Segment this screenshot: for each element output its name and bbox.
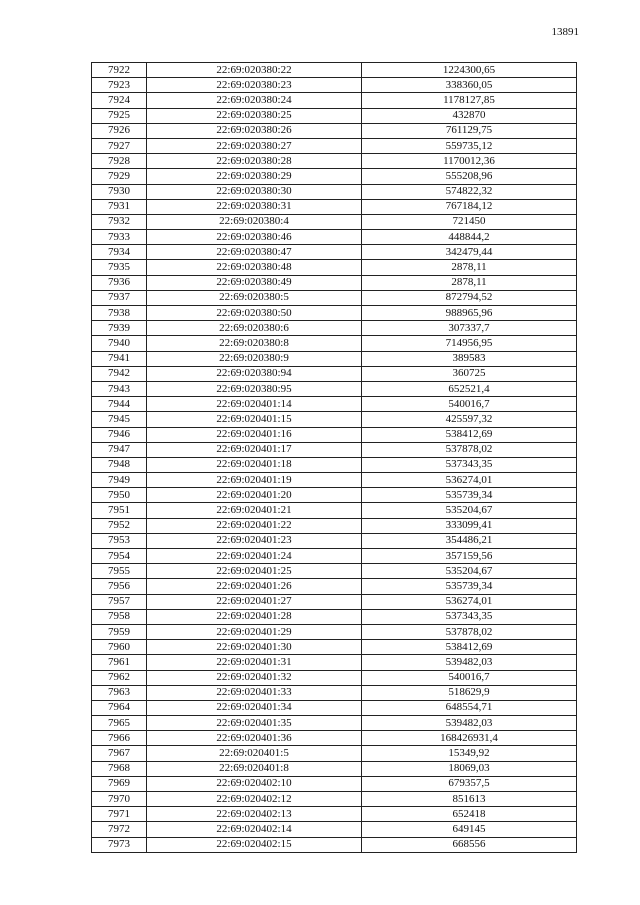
row-number-cell: 7954	[92, 549, 147, 564]
table-row	[92, 427, 577, 442]
row-number-cell: 7936	[92, 275, 147, 290]
cadastral-number-cell: 22:69:020380:25	[147, 108, 362, 123]
cadastral-value-cell: 354486,21	[362, 533, 577, 548]
cadastral-value-cell: 389583	[362, 351, 577, 366]
cadastral-value-cell: 767184,12	[362, 199, 577, 214]
cadastral-number-cell: 22:69:020401:31	[147, 655, 362, 670]
cadastral-value-cell: 761129,75	[362, 123, 577, 138]
cadastral-number-cell: 22:69:020380:50	[147, 306, 362, 321]
table-row	[92, 564, 577, 579]
cadastral-number-cell: 22:69:020401:35	[147, 716, 362, 731]
table-row	[92, 381, 577, 396]
cadastral-number-cell: 22:69:020380:30	[147, 184, 362, 199]
row-number-cell: 7953	[92, 533, 147, 548]
row-number-cell: 7971	[92, 807, 147, 822]
cadastral-value-cell: 668556	[362, 837, 577, 852]
cadastral-value-cell: 307337,7	[362, 321, 577, 336]
table-row	[92, 488, 577, 503]
cadastral-number-cell: 22:69:020380:29	[147, 169, 362, 184]
table-row	[92, 837, 577, 852]
row-number-cell: 7939	[92, 321, 147, 336]
cadastral-number-cell: 22:69:020380:24	[147, 93, 362, 108]
table-row	[92, 169, 577, 184]
cadastral-number-cell: 22:69:020401:17	[147, 442, 362, 457]
row-number-cell: 7944	[92, 397, 147, 412]
cadastral-number-cell: 22:69:020401:26	[147, 579, 362, 594]
cadastral-value-cell: 535739,34	[362, 488, 577, 503]
cadastral-value-cell: 357159,56	[362, 549, 577, 564]
row-number-cell: 7952	[92, 518, 147, 533]
table-row	[92, 761, 577, 776]
row-number-cell: 7938	[92, 306, 147, 321]
table-row	[92, 533, 577, 548]
table-row	[92, 685, 577, 700]
row-number-cell: 7966	[92, 731, 147, 746]
cadastral-number-cell: 22:69:020401:33	[147, 685, 362, 700]
table-row	[92, 123, 577, 138]
cadastral-number-cell: 22:69:020401:21	[147, 503, 362, 518]
cadastral-value-cell: 988965,96	[362, 306, 577, 321]
cadastral-value-cell: 2878,11	[362, 275, 577, 290]
table-row	[92, 336, 577, 351]
table-row	[92, 412, 577, 427]
table-row	[92, 290, 577, 305]
cadastral-number-cell: 22:69:020401:30	[147, 640, 362, 655]
cadastral-value-cell: 425597,32	[362, 412, 577, 427]
table-row	[92, 245, 577, 260]
cadastral-value-cell: 540016,7	[362, 670, 577, 685]
row-number-cell: 7959	[92, 624, 147, 639]
table-row	[92, 397, 577, 412]
table-row	[92, 807, 577, 822]
row-number-cell: 7964	[92, 700, 147, 715]
row-number-cell: 7968	[92, 761, 147, 776]
cadastral-value-cell: 333099,41	[362, 518, 577, 533]
table-row	[92, 549, 577, 564]
row-number-cell: 7935	[92, 260, 147, 275]
cadastral-value-cell: 15349,92	[362, 746, 577, 761]
cadastral-value-cell: 536274,01	[362, 473, 577, 488]
row-number-cell: 7965	[92, 716, 147, 731]
cadastral-number-cell: 22:69:020401:8	[147, 761, 362, 776]
row-number-cell: 7930	[92, 184, 147, 199]
row-number-cell: 7942	[92, 366, 147, 381]
table-body	[92, 63, 577, 853]
table-row	[92, 108, 577, 123]
table-row	[92, 230, 577, 245]
cadastral-value-cell: 714956,95	[362, 336, 577, 351]
cadastral-number-cell: 22:69:020380:46	[147, 230, 362, 245]
cadastral-number-cell: 22:69:020401:20	[147, 488, 362, 503]
row-number-cell: 7956	[92, 579, 147, 594]
cadastral-value-cell: 721450	[362, 214, 577, 229]
table-row	[92, 93, 577, 108]
cadastral-value-cell: 535739,34	[362, 579, 577, 594]
row-number-cell: 7934	[92, 245, 147, 260]
cadastral-value-cell: 1178127,85	[362, 93, 577, 108]
cadastral-number-cell: 22:69:020380:49	[147, 275, 362, 290]
row-number-cell: 7928	[92, 154, 147, 169]
cadastral-value-cell: 537343,35	[362, 609, 577, 624]
page-number: 13891	[551, 26, 579, 38]
row-number-cell: 7932	[92, 214, 147, 229]
cadastral-number-cell: 22:69:020401:28	[147, 609, 362, 624]
table-row	[92, 700, 577, 715]
cadastral-value-cell: 648554,71	[362, 700, 577, 715]
cadastral-value-cell: 342479,44	[362, 245, 577, 260]
table-row	[92, 655, 577, 670]
cadastral-number-cell: 22:69:020380:23	[147, 78, 362, 93]
cadastral-number-cell: 22:69:020401:22	[147, 518, 362, 533]
row-number-cell: 7933	[92, 230, 147, 245]
row-number-cell: 7937	[92, 290, 147, 305]
row-number-cell: 7929	[92, 169, 147, 184]
cadastral-value-cell: 872794,52	[362, 290, 577, 305]
table-row	[92, 260, 577, 275]
table-row	[92, 594, 577, 609]
row-number-cell: 7972	[92, 822, 147, 837]
cadastral-value-cell: 540016,7	[362, 397, 577, 412]
table-row	[92, 154, 577, 169]
row-number-cell: 7946	[92, 427, 147, 442]
cadastral-value-cell: 652418	[362, 807, 577, 822]
cadastral-number-cell: 22:69:020402:10	[147, 776, 362, 791]
cadastral-number-cell: 22:69:020401:23	[147, 533, 362, 548]
cadastral-number-cell: 22:69:020380:31	[147, 199, 362, 214]
table-row	[92, 609, 577, 624]
table-row	[92, 138, 577, 153]
table-row	[92, 275, 577, 290]
row-number-cell: 7957	[92, 594, 147, 609]
cadastral-number-cell: 22:69:020401:24	[147, 549, 362, 564]
table-row	[92, 518, 577, 533]
cadastral-number-cell: 22:69:020380:27	[147, 138, 362, 153]
cadastral-value-cell: 338360,05	[362, 78, 577, 93]
row-number-cell: 7947	[92, 442, 147, 457]
table-row	[92, 214, 577, 229]
cadastral-number-cell: 22:69:020401:32	[147, 670, 362, 685]
cadastral-value-cell: 518629,9	[362, 685, 577, 700]
table-row	[92, 716, 577, 731]
table-row	[92, 503, 577, 518]
cadastral-number-cell: 22:69:020380:8	[147, 336, 362, 351]
row-number-cell: 7924	[92, 93, 147, 108]
cadastral-value-cell: 537878,02	[362, 442, 577, 457]
table-row	[92, 776, 577, 791]
cadastral-value-cell: 539482,03	[362, 655, 577, 670]
row-number-cell: 7961	[92, 655, 147, 670]
table-row	[92, 351, 577, 366]
table-row	[92, 624, 577, 639]
cadastral-value-cell: 652521,4	[362, 381, 577, 396]
cadastral-number-cell: 22:69:020401:18	[147, 457, 362, 472]
cadastral-value-cell: 851613	[362, 792, 577, 807]
row-number-cell: 7967	[92, 746, 147, 761]
cadastral-number-cell: 22:69:020402:14	[147, 822, 362, 837]
row-number-cell: 7973	[92, 837, 147, 852]
table-row	[92, 321, 577, 336]
cadastral-number-cell: 22:69:020380:48	[147, 260, 362, 275]
cadastral-number-cell: 22:69:020401:25	[147, 564, 362, 579]
table-row	[92, 442, 577, 457]
row-number-cell: 7949	[92, 473, 147, 488]
cadastral-number-cell: 22:69:020401:36	[147, 731, 362, 746]
cadastral-value-cell: 537343,35	[362, 457, 577, 472]
row-number-cell: 7969	[92, 776, 147, 791]
table-row	[92, 640, 577, 655]
row-number-cell: 7925	[92, 108, 147, 123]
table-row	[92, 184, 577, 199]
row-number-cell: 7962	[92, 670, 147, 685]
row-number-cell: 7927	[92, 138, 147, 153]
cadastral-number-cell: 22:69:020380:47	[147, 245, 362, 260]
cadastral-number-cell: 22:69:020401:14	[147, 397, 362, 412]
cadastral-number-cell: 22:69:020380:9	[147, 351, 362, 366]
table-row	[92, 579, 577, 594]
cadastral-value-cell: 18069,03	[362, 761, 577, 776]
cadastral-number-cell: 22:69:020380:6	[147, 321, 362, 336]
row-number-cell: 7948	[92, 457, 147, 472]
table-row	[92, 78, 577, 93]
row-number-cell: 7955	[92, 564, 147, 579]
row-number-cell: 7931	[92, 199, 147, 214]
table-row	[92, 731, 577, 746]
cadastral-value-cell: 432870	[362, 108, 577, 123]
table-row	[92, 366, 577, 381]
table-row	[92, 457, 577, 472]
cadastral-value-cell: 1170012,36	[362, 154, 577, 169]
cadastral-number-cell: 22:69:020402:12	[147, 792, 362, 807]
row-number-cell: 7940	[92, 336, 147, 351]
table-row	[92, 199, 577, 214]
table-row	[92, 306, 577, 321]
row-number-cell: 7943	[92, 381, 147, 396]
cadastral-value-cell: 168426931,4	[362, 731, 577, 746]
cadastral-value-cell: 535204,67	[362, 503, 577, 518]
cadastral-value-cell: 536274,01	[362, 594, 577, 609]
cadastral-value-table	[91, 62, 577, 853]
cadastral-value-cell: 679357,5	[362, 776, 577, 791]
cadastral-value-cell: 649145	[362, 822, 577, 837]
cadastral-number-cell: 22:69:020401:5	[147, 746, 362, 761]
row-number-cell: 7945	[92, 412, 147, 427]
cadastral-number-cell: 22:69:020380:94	[147, 366, 362, 381]
cadastral-value-cell: 539482,03	[362, 716, 577, 731]
table-row	[92, 822, 577, 837]
cadastral-value-cell: 538412,69	[362, 427, 577, 442]
cadastral-number-cell: 22:69:020380:5	[147, 290, 362, 305]
cadastral-value-cell: 360725	[362, 366, 577, 381]
row-number-cell: 7941	[92, 351, 147, 366]
table-row	[92, 670, 577, 685]
cadastral-number-cell: 22:69:020402:15	[147, 837, 362, 852]
cadastral-number-cell: 22:69:020402:13	[147, 807, 362, 822]
cadastral-value-cell: 537878,02	[362, 624, 577, 639]
cadastral-number-cell: 22:69:020401:15	[147, 412, 362, 427]
table-row	[92, 63, 577, 78]
cadastral-value-cell: 535204,67	[362, 564, 577, 579]
cadastral-number-cell: 22:69:020401:19	[147, 473, 362, 488]
cadastral-number-cell: 22:69:020401:29	[147, 624, 362, 639]
row-number-cell: 7963	[92, 685, 147, 700]
cadastral-value-cell: 2878,11	[362, 260, 577, 275]
cadastral-number-cell: 22:69:020401:34	[147, 700, 362, 715]
table-row	[92, 746, 577, 761]
cadastral-value-cell: 538412,69	[362, 640, 577, 655]
row-number-cell: 7951	[92, 503, 147, 518]
cadastral-number-cell: 22:69:020380:22	[147, 63, 362, 78]
cadastral-value-cell: 448844,2	[362, 230, 577, 245]
row-number-cell: 7950	[92, 488, 147, 503]
cadastral-value-cell: 1224300,65	[362, 63, 577, 78]
cadastral-value-cell: 555208,96	[362, 169, 577, 184]
cadastral-number-cell: 22:69:020380:28	[147, 154, 362, 169]
row-number-cell: 7960	[92, 640, 147, 655]
cadastral-number-cell: 22:69:020380:26	[147, 123, 362, 138]
row-number-cell: 7958	[92, 609, 147, 624]
table-row	[92, 792, 577, 807]
row-number-cell: 7922	[92, 63, 147, 78]
cadastral-value-cell: 574822,32	[362, 184, 577, 199]
table-row	[92, 473, 577, 488]
cadastral-number-cell: 22:69:020380:4	[147, 214, 362, 229]
cadastral-value-cell: 559735,12	[362, 138, 577, 153]
row-number-cell: 7926	[92, 123, 147, 138]
cadastral-number-cell: 22:69:020401:27	[147, 594, 362, 609]
row-number-cell: 7923	[92, 78, 147, 93]
cadastral-number-cell: 22:69:020401:16	[147, 427, 362, 442]
row-number-cell: 7970	[92, 792, 147, 807]
cadastral-number-cell: 22:69:020380:95	[147, 381, 362, 396]
